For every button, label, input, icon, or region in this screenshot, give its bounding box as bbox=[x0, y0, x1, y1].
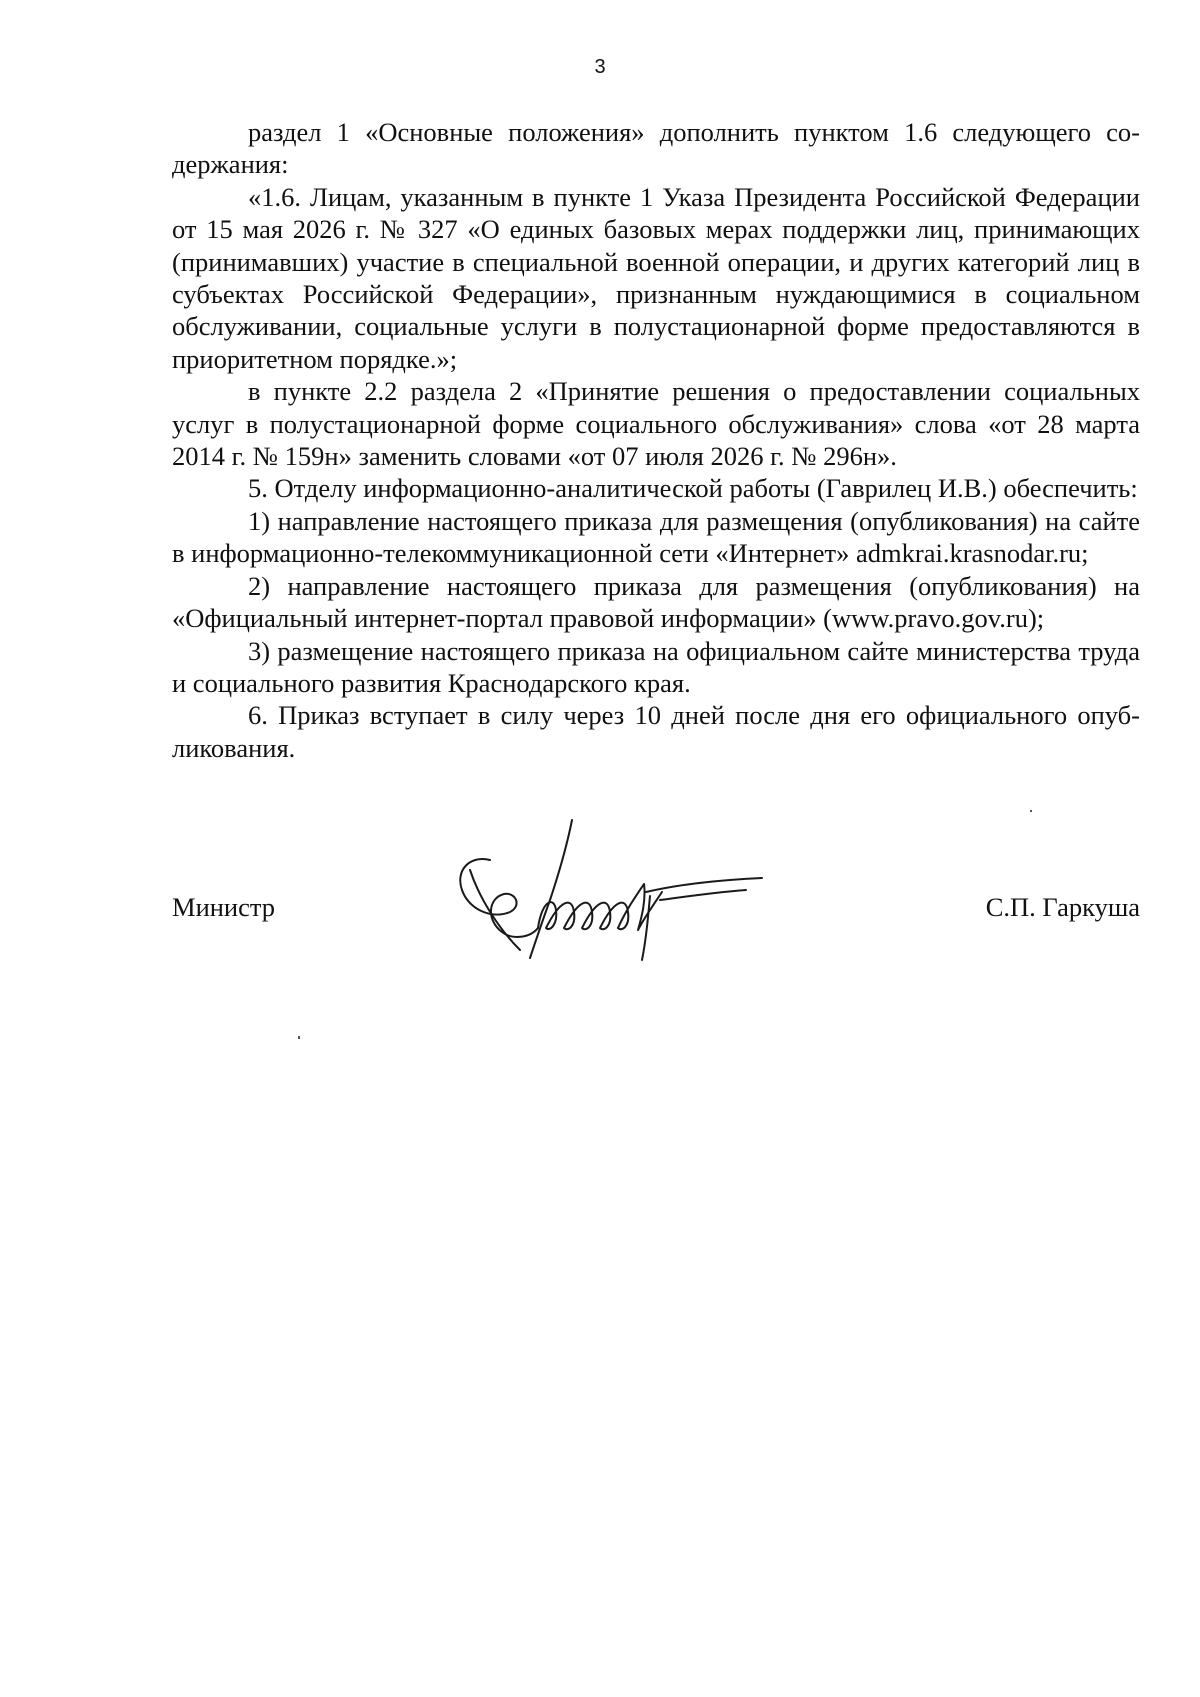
paragraph-section1-amendment: раздел 1 «Основные положения» дополнить пунктом 1.6 следующего содержания: bbox=[172, 117, 1140, 180]
document-body bbox=[172, 116, 1140, 764]
scan-speck bbox=[1030, 810, 1032, 812]
paragraph-point-5: 5. Отделу информационно-аналитической работы (Гаврилец И.В.) обеспечить: bbox=[248, 473, 1138, 504]
paragraph-point-5-3: 3) размещение настоящего приказа на официальном сайте министерства труда и социального развития Краснодарского края. bbox=[172, 635, 1140, 698]
page-number: 3 bbox=[594, 56, 606, 78]
paragraph-point-5-2: 2) направление настоящего приказа для размещения (опубликования) на «Официальный интернет-портал правовой информации» (www.pravo.gov.ru); bbox=[172, 570, 1140, 634]
signatory-name: С.П. Гаркуша bbox=[985, 892, 1140, 922]
scan-speck bbox=[298, 1036, 300, 1039]
paragraph-item-1-6: «1.6. Лицам, указанным в пункте 1 Указа Президента Российской Федерации от 15 мая 2026 г. № 327 «О единых базовых мерах поддержки лиц, принимающих (принимавших) участие в специальной военной операции, и других категорий лиц в субъектах Российской Федерации», признанным нуждающимися в социальном обслуживании, социальные услуги в полустационарной форме предоставляются в приоритетном порядке.»; bbox=[172, 181, 1140, 374]
paragraph-point-5-1: 1) направление настоящего приказа для размещения (опубликования) на сайте в информационно-телекоммуникационной сети «Интернет» admkrai.krasnodar.ru; bbox=[172, 505, 1140, 569]
paragraph-item-2-2-amendment: в пункте 2.2 раздела 2 «Принятие решения о предоставлении социальных услуг в полустационарной форме социального обслуживания» слова «от 28 марта 2014 г. № 159н» заменить словами «от 07 июля 2026 г. № 296н». bbox=[172, 376, 1140, 472]
signatory-title: Министр bbox=[172, 892, 276, 922]
paragraph-point-6: 6. Приказ вступает в силу через 10 дней после дня его официального опубликования. bbox=[172, 700, 1140, 763]
handwritten-signature bbox=[450, 800, 780, 970]
